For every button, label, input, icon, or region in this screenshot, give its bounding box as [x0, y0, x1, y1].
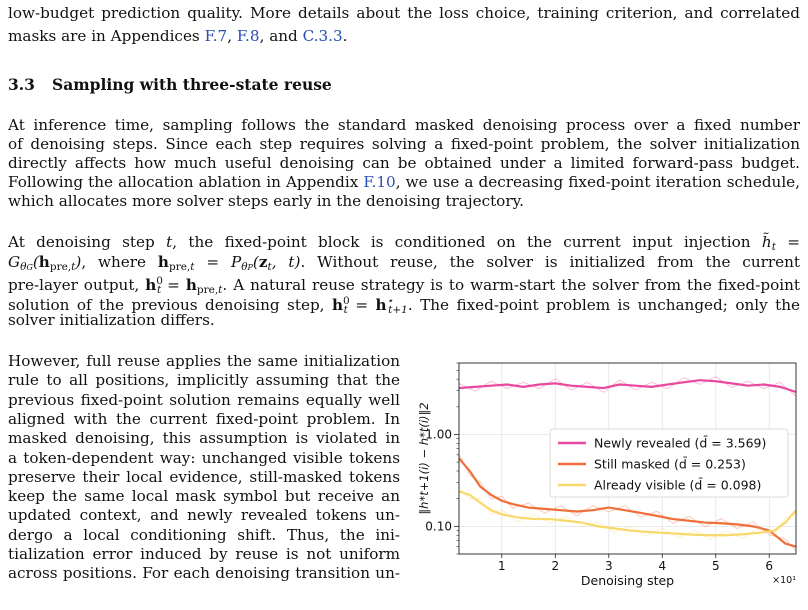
ref-appendix-f8[interactable]: F.8 — [236, 27, 260, 45]
y-tick-label: 0.10 — [425, 519, 452, 534]
ref-appendix-f10[interactable]: F.10 — [363, 173, 396, 191]
section-title: Sampling with three-state reuse — [52, 75, 332, 94]
p3-line-11: tialization error induced by reuse is not uniform — [8, 545, 400, 563]
p1-line-4: Following the allocation ablation in Appendix F.10, we use a decreasing fixed-point iteration schedule, — [8, 173, 800, 191]
legend-label: Already visible (d̄ = 0.098) — [594, 477, 762, 493]
x-axis-label: Denoising step — [580, 573, 675, 588]
p1-line-1: At inference time, sampling follows the standard masked denoising process over a fixed number — [8, 116, 800, 134]
p2-line-1: At denoising step t, the fixed-point block is conditioned on the current input injection $h̃_t$ = — [8, 233, 800, 253]
p3-line-4: aligned with the current fixed-point problem. In — [8, 409, 400, 428]
section-number: 3.3 — [8, 75, 35, 94]
x-tick-label: 2 — [551, 559, 560, 573]
p3-line-2: rule to all positions, implicitly assuming that the — [8, 371, 400, 390]
p3-line-8: keep the same local mask symbol but receive an — [8, 487, 400, 506]
legend-label: Newly revealed (d̄ = 3.569) — [594, 435, 767, 451]
y-axis-label: ‖h*t+1(i) − h*t(i)‖2 — [417, 402, 431, 515]
intro-line-2: masks are in Appendices F.7, F.8, and C.3.3. — [8, 27, 348, 45]
p3-line-7: preserve their local evidence, still-masked tokens — [8, 467, 400, 486]
p3-line-9: updated context, and newly revealed tokens un- — [8, 506, 400, 525]
math-h-tilde: $h̃_t$ = — [761, 233, 800, 253]
p1-line-5: which allocates more solver steps early in the denoising trajectory. — [8, 192, 524, 210]
p3-line-6: a token-dependent way: unchanged visible tokens — [8, 448, 400, 467]
legend-label: Still masked (d̄ = 0.253) — [594, 456, 746, 472]
p3-line-10: dergo a local conditioning shift. Thus, the ini- — [8, 525, 400, 544]
x-tick-label: 3 — [604, 559, 613, 573]
p3-line-3: previous fixed-point solution remains equally well — [8, 390, 400, 409]
reuse-error-chart — [412, 343, 808, 610]
x-tick-label: 1 — [497, 559, 506, 573]
x-tick-label: 5 — [711, 559, 720, 573]
p1-line-2: of denoising steps. Since each step requires solving a fixed-point problem, the solver initialization — [8, 135, 800, 153]
x-tick-label: 4 — [658, 559, 667, 573]
p2-line-2: $G_{\theta G}(h_{pre,t})$, where $h_{pre,t} = P_{\theta P}(z_t$, t). Without reuse, the solver is initialized from the current — [8, 253, 800, 273]
ref-appendix-f7[interactable]: F.7 — [204, 27, 228, 45]
p3-line-1: However, full reuse applies the same initialization — [8, 352, 400, 370]
y-tick-label: 1.00 — [425, 427, 452, 442]
p3-line-5: masked denoising, this assumption is violated in — [8, 429, 400, 448]
p2-line-5: solver initialization differs. — [8, 311, 215, 329]
x-tick-label: 6 — [765, 559, 774, 573]
x-axis-multiplier: ×10¹ — [772, 575, 796, 586]
p3-line-12: across positions. For each denoising transition un- — [8, 564, 400, 583]
section-heading — [8, 75, 332, 94]
ref-appendix-c33[interactable]: C.3.3 — [302, 27, 343, 45]
intro-line-1: low-budget prediction quality. More details about the loss choice, training criterion, and correlated — [8, 4, 800, 22]
p2-line-4: solution of the previous denoising step, $h^0_t = h^⋆_{t+1}$. The fixed-point problem is unchanged; only the — [8, 295, 800, 316]
p2-line-3: pre-layer output, $h^0_t = h_{pre,t}$. A natural reuse strategy is to warm-start the solver from the fixed-point — [8, 275, 800, 296]
p1-line-3: directly affects how much useful denoising can be obtained under a limited forward-pass budget. — [8, 154, 800, 172]
